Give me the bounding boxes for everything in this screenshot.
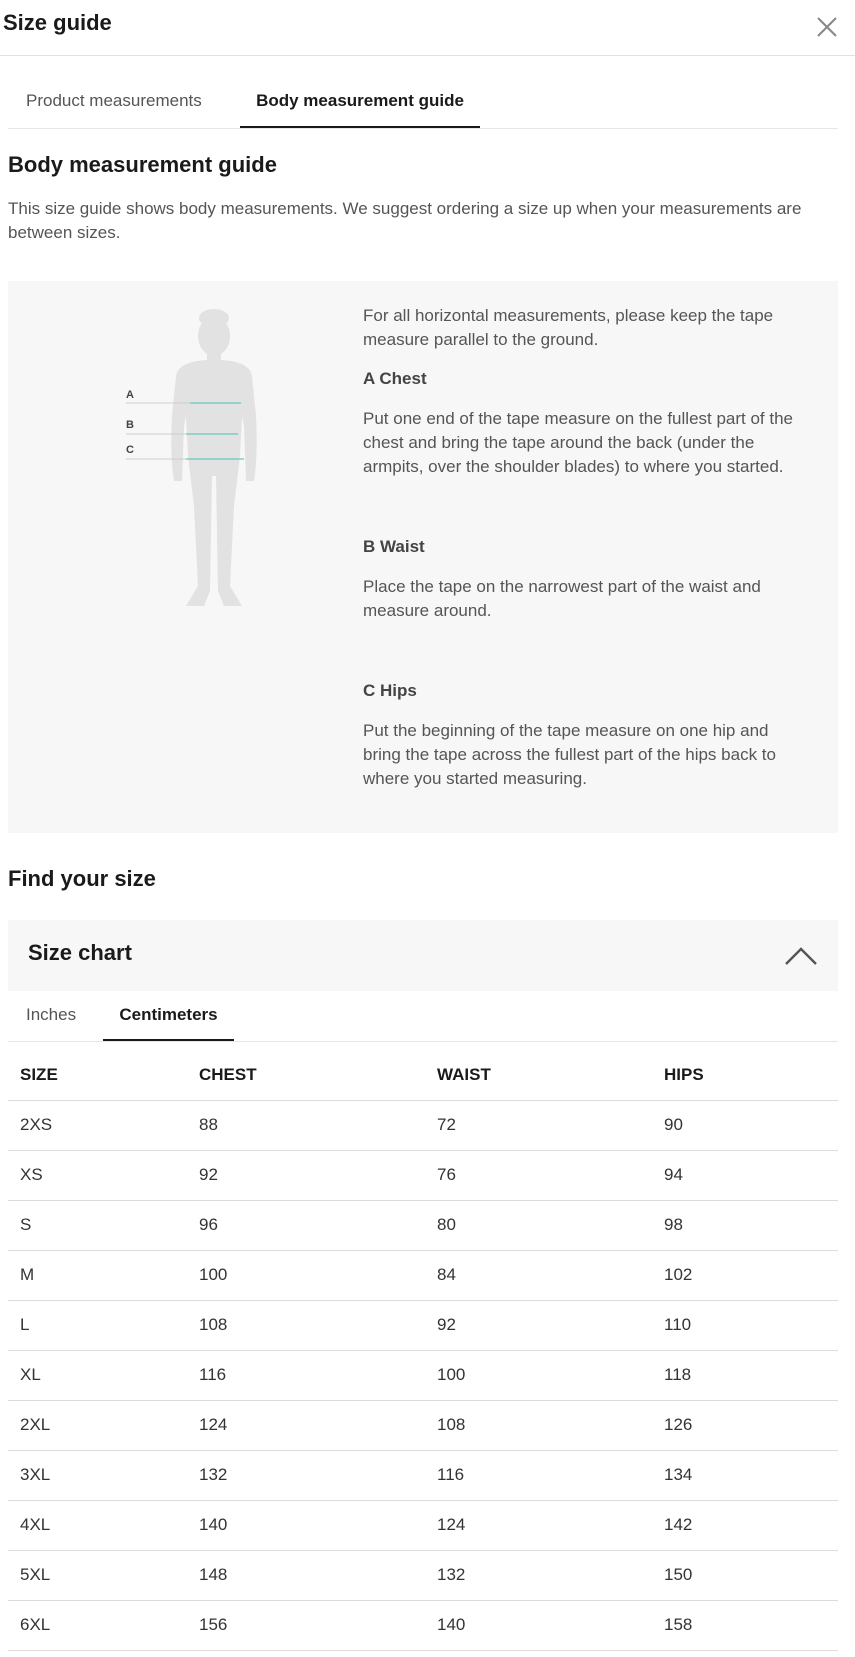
size-cell: 5XL <box>8 1550 187 1600</box>
hips-cell: 150 <box>652 1550 838 1600</box>
chest-cell: 92 <box>187 1150 425 1200</box>
hips-cell: 126 <box>652 1400 838 1450</box>
chest-cell: 100 <box>187 1250 425 1300</box>
table-header-row <box>8 1050 838 1100</box>
size-table <box>8 1050 838 1651</box>
table-row <box>8 1500 838 1550</box>
size-cell: L <box>8 1300 187 1350</box>
unit-tabs <box>8 992 838 1042</box>
chest-cell: 124 <box>187 1400 425 1450</box>
table-row <box>8 1600 838 1650</box>
chest-heading: A Chest <box>363 369 427 388</box>
table-row <box>8 1550 838 1600</box>
find-size-title: Find your size <box>8 866 156 891</box>
hips-cell: 90 <box>652 1100 838 1150</box>
hips-cell: 118 <box>652 1350 838 1400</box>
waist-cell: 76 <box>425 1150 652 1200</box>
waist-cell: 124 <box>425 1500 652 1550</box>
table-row <box>8 1400 838 1450</box>
column-header-hips: HIPS <box>652 1050 838 1100</box>
table-row <box>8 1350 838 1400</box>
size-cell: XL <box>8 1350 187 1400</box>
modal-title: Size guide <box>3 10 112 35</box>
chest-cell: 156 <box>187 1600 425 1650</box>
hips-cell: 158 <box>652 1600 838 1650</box>
general-note: For all horizontal measurements, please keep the tape measure parallel to the ground. <box>363 306 774 349</box>
chest-cell: 88 <box>187 1100 425 1150</box>
waist-cell: 80 <box>425 1200 652 1250</box>
waist-heading: B Waist <box>363 537 425 556</box>
tab-product-measurements[interactable]: Product measurements <box>26 91 202 110</box>
body-guide-title: Body measurement guide <box>8 152 277 177</box>
waist-text: Place the tape on the narrowest part of the waist and measure around. <box>363 577 761 620</box>
figure-label-b: B <box>126 419 134 431</box>
hips-cell: 110 <box>652 1300 838 1350</box>
size-cell: 6XL <box>8 1600 187 1650</box>
hips-cell: 94 <box>652 1150 838 1200</box>
size-cell: 2XS <box>8 1100 187 1150</box>
tab-body-measurement-guide[interactable]: Body measurement guide <box>240 80 480 128</box>
chest-cell: 148 <box>187 1550 425 1600</box>
hips-cell: 142 <box>652 1500 838 1550</box>
chest-cell: 96 <box>187 1200 425 1250</box>
chest-cell: 140 <box>187 1500 425 1550</box>
waist-cell: 140 <box>425 1600 652 1650</box>
hips-cell: 134 <box>652 1450 838 1500</box>
table-row <box>8 1200 838 1250</box>
measurement-guide-panel <box>8 281 838 833</box>
waist-cell: 92 <box>425 1300 652 1350</box>
table-row <box>8 1450 838 1500</box>
figure-label-c: C <box>126 444 134 456</box>
close-icon <box>812 12 842 42</box>
size-cell: 2XL <box>8 1400 187 1450</box>
size-cell: 4XL <box>8 1500 187 1550</box>
column-header-chest: CHEST <box>187 1050 425 1100</box>
close-button[interactable] <box>812 12 842 42</box>
chest-cell: 132 <box>187 1450 425 1500</box>
waist-cell: 132 <box>425 1550 652 1600</box>
chest-text: Put one end of the tape measure on the fullest part of the chest and bring the tape around the back (under the armpits, over the shoulder blades) to where you started. <box>363 409 794 476</box>
figure-label-a: A <box>126 389 134 401</box>
size-cell: XS <box>8 1150 187 1200</box>
tab-centimeters[interactable]: Centimeters <box>103 992 234 1041</box>
hips-cell: 98 <box>652 1200 838 1250</box>
waist-cell: 72 <box>425 1100 652 1150</box>
size-cell: M <box>8 1250 187 1300</box>
hips-text: Put the beginning of the tape measure on one hip and bring the tape across the fullest part of the hips back to where you started measuring. <box>363 721 776 788</box>
size-chart-title: Size chart <box>28 940 132 965</box>
chevron-up-icon <box>783 942 819 970</box>
chest-cell: 108 <box>187 1300 425 1350</box>
table-row <box>8 1250 838 1300</box>
size-chart-accordion[interactable] <box>8 920 838 991</box>
hips-cell: 102 <box>652 1250 838 1300</box>
column-header-size: SIZE <box>8 1050 187 1100</box>
table-row <box>8 1150 838 1200</box>
table-row <box>8 1300 838 1350</box>
body-figure-illustration <box>114 306 274 606</box>
column-header-waist: WAIST <box>425 1050 652 1100</box>
modal-header <box>0 0 855 56</box>
tab-inches[interactable]: Inches <box>26 1005 77 1024</box>
body-guide-intro: This size guide shows body measurements. We suggest ordering a size up when your measurements are between sizes. <box>8 199 802 242</box>
table-row <box>8 1100 838 1150</box>
chest-cell: 116 <box>187 1350 425 1400</box>
size-cell: S <box>8 1200 187 1250</box>
waist-cell: 100 <box>425 1350 652 1400</box>
waist-cell: 108 <box>425 1400 652 1450</box>
waist-cell: 84 <box>425 1250 652 1300</box>
hips-heading: C Hips <box>363 681 417 700</box>
size-cell: 3XL <box>8 1450 187 1500</box>
guide-tabs <box>8 80 838 129</box>
waist-cell: 116 <box>425 1450 652 1500</box>
